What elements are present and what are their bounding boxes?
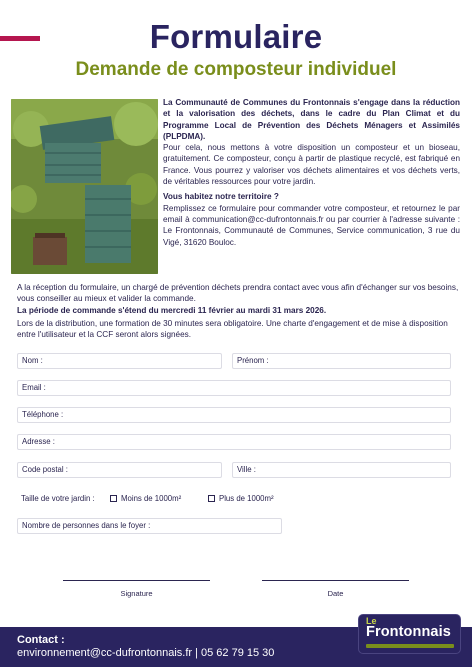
ville-field[interactable]: Ville :: [232, 462, 451, 478]
jardin-option-moins: Moins de 1000m²: [121, 494, 182, 503]
adresse-field[interactable]: Adresse :: [17, 434, 451, 450]
code-postal-field[interactable]: Code postal :: [17, 462, 222, 478]
telephone-field[interactable]: Téléphone :: [17, 407, 451, 423]
checkbox-plus-1000[interactable]: [208, 495, 215, 502]
prenom-field[interactable]: Prénom :: [232, 353, 451, 369]
jardin-option-plus: Plus de 1000m²: [219, 494, 274, 503]
page-subtitle: Demande de composteur individuel: [75, 59, 397, 80]
logo-name: Frontonnais: [366, 624, 451, 640]
signature-label: Signature: [120, 589, 153, 598]
body-paragraph-4: Lors de la distribution, une formation de 30 minutes sera obligatoire. Une charte d'engagement et de mise à disposition entre l'utilisateur et la CCF seront alors signées.: [17, 319, 448, 340]
body-paragraph-3: A la réception du formulaire, un chargé de prévention déchets prendra contact avec vous afin d'échanger sur vos besoins, vous conseiller au mieux et valider la commande.: [17, 283, 459, 304]
jardin-label: Taille de votre jardin :: [21, 494, 95, 503]
nom-field[interactable]: Nom :: [17, 353, 222, 369]
date-line[interactable]: [262, 580, 409, 581]
intro-paragraph-2: Remplissez ce formulaire pour commander votre composteur, et retournez le par email à communication@cc-dufrontonnais.fr ou par courrier à l'adresse suivante : Le Frontonnais, Communauté de Communes, Service communication, 3 rue du Vigé, 31620 Bouloc.: [163, 203, 460, 247]
page-title: Formulaire: [149, 18, 323, 55]
footer-contact-label: Contact :: [17, 634, 65, 646]
order-period: La période de commande s'étend du mercredi 11 février au mardi 31 mars 2026.: [17, 306, 327, 315]
intro-lead: La Communauté de Communes du Frontonnais s'engage dans la réduction et la valorisation des déchets, dans le cadre du Plan Climat et du Programme Local de Prévention des Déchets Ménagers et Assimilés (PLPDMA).: [163, 98, 460, 141]
composter-photo: [11, 99, 158, 274]
footer-contact-line[interactable]: environnement@cc-dufrontonnais.fr | 05 62 79 15 30: [17, 647, 275, 659]
logo-strip: [366, 644, 454, 648]
intro-text: [163, 97, 460, 248]
date-label: Date: [327, 589, 344, 598]
foyer-field[interactable]: Nombre de personnes dans le foyer :: [17, 518, 282, 534]
intro-paragraph-1: Pour cela, nous mettons à votre disposition un composteur et un bioseau, gratuitement. Ce composteur, conçu à partir de plastique recyclé, est fabriqué en France. Vous pourrez y valoriser vos déchets alimentaires et vos déchets verts, de véritables ressources pour votre jardin.: [163, 143, 460, 187]
intro-question: Vous habitez notre territoire ?: [163, 192, 279, 202]
checkbox-moins-1000[interactable]: [110, 495, 117, 502]
logo-le: Le: [366, 616, 377, 626]
signature-line[interactable]: [63, 580, 210, 581]
email-field[interactable]: Email :: [17, 380, 451, 396]
